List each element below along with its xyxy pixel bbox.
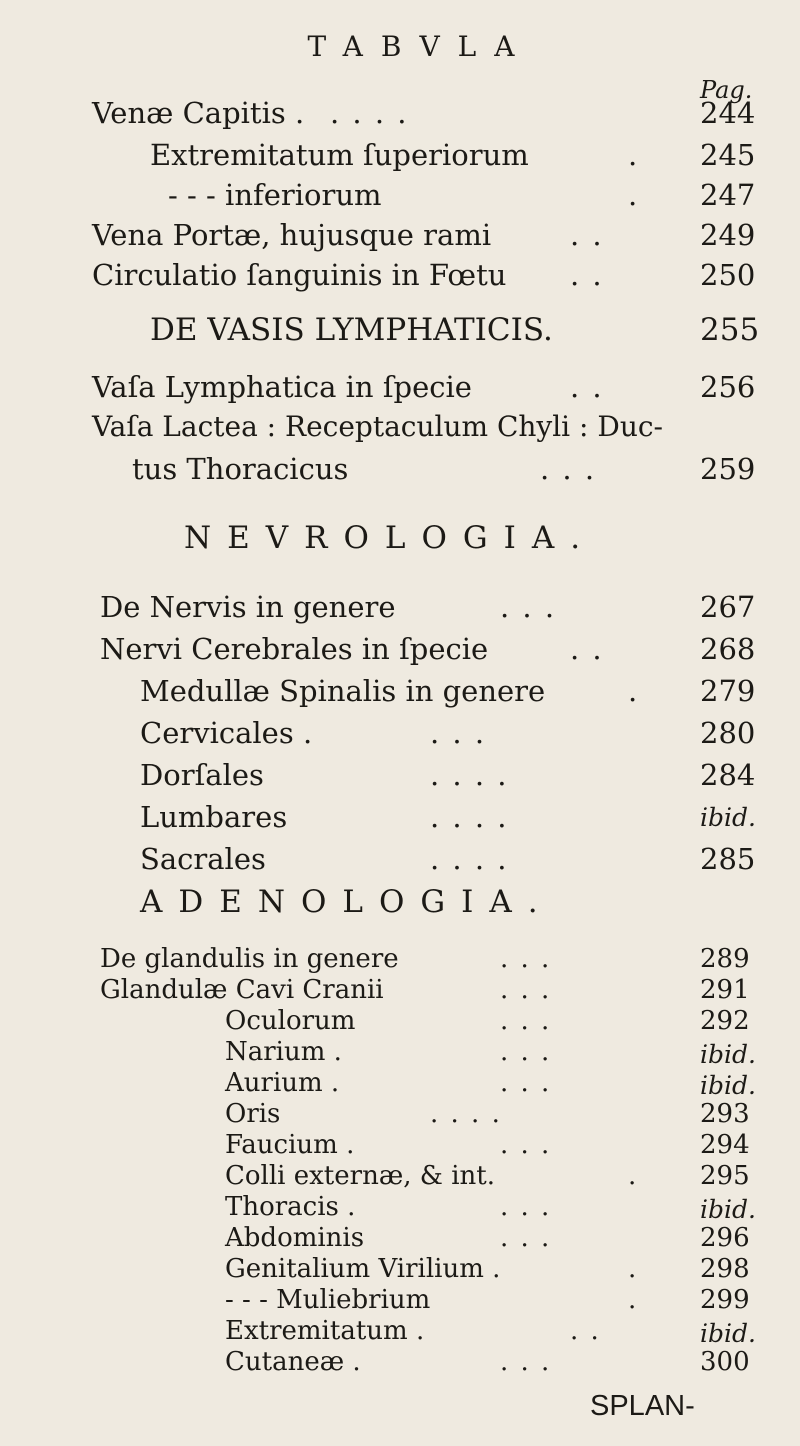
leader-dots: . . (570, 370, 604, 404)
entry-label: Colli externæ, & int. (225, 1161, 495, 1191)
leader-dots: . . . (500, 1130, 552, 1160)
page-number: 289 (700, 944, 750, 974)
toc-entry[interactable] (0, 1068, 800, 1098)
entry-label: Vena Portæ, hujusque rami (92, 218, 492, 252)
leader-dots: . . . (500, 944, 552, 974)
page-number: 291 (700, 975, 750, 1005)
entry-label: tus Thoracicus (132, 452, 349, 486)
entry-label: Extremitatum ſuperiorum (150, 138, 529, 172)
section-heading-vasis-lymphaticis[interactable] (150, 312, 800, 356)
page-number: ibid. (700, 1319, 756, 1348)
leader-dots: . . . (500, 975, 552, 1005)
toc-entry[interactable] (0, 944, 800, 974)
leader-dots: . (628, 1285, 639, 1315)
page-number: ibid. (700, 1040, 756, 1069)
entry-label: Cervicales . (140, 716, 313, 750)
page-number: ibid. (700, 803, 756, 832)
page-number: 255 (700, 312, 760, 348)
entry-label: Vaſa Lactea : Receptaculum Chyli : Duc- (92, 410, 663, 443)
entry-label: Cutaneæ . (225, 1347, 361, 1377)
leader-dots: . . (570, 258, 604, 292)
toc-entry[interactable] (0, 1254, 800, 1284)
leader-dots: . . . . (330, 96, 409, 130)
page-number: 249 (700, 218, 756, 252)
page-number: 296 (700, 1223, 750, 1253)
toc-entry[interactable] (0, 975, 800, 1005)
page-number: 294 (700, 1130, 750, 1160)
entry-label: Abdominis (225, 1223, 365, 1253)
leader-dots: . . . (500, 1068, 552, 1098)
entry-label: Narium . (225, 1037, 342, 1067)
page-number: 279 (700, 674, 756, 708)
leader-dots: . . . (540, 452, 597, 486)
leader-dots: . . . (500, 1347, 552, 1377)
leader-dots: . (628, 138, 640, 172)
page-number: 268 (700, 632, 756, 666)
toc-entry[interactable] (0, 800, 800, 840)
toc-entry[interactable] (0, 716, 800, 756)
toc-entry[interactable] (0, 1347, 800, 1377)
leader-dots: . . . (500, 590, 557, 624)
page-number: 284 (700, 758, 756, 792)
entry-label: - - - inferiorum (168, 178, 382, 212)
entry-label: Aurium . (225, 1068, 340, 1098)
entry-label: - - - Muliebrium (225, 1285, 431, 1315)
entry-label: Thoracis . (225, 1192, 356, 1222)
leader-dots: . . . . (430, 1099, 502, 1129)
toc-entry[interactable] (0, 758, 800, 798)
toc-entry[interactable] (0, 1130, 800, 1160)
toc-entry[interactable] (0, 1192, 800, 1222)
page-number: 285 (700, 842, 756, 876)
toc-entry[interactable] (0, 1285, 800, 1315)
toc-entry[interactable] (0, 96, 800, 136)
toc-entry[interactable] (0, 138, 800, 178)
leader-dots: . . . (430, 716, 487, 750)
page-number: 295 (700, 1161, 750, 1191)
toc-entry[interactable] (0, 842, 800, 882)
leader-dots: . . . (500, 1223, 552, 1253)
leader-dots: . . (570, 632, 604, 666)
page-number: 256 (700, 370, 756, 404)
entry-label: Glandulæ Cavi Cranii (100, 975, 384, 1005)
page-number: 300 (700, 1347, 750, 1377)
page-number: ibid. (700, 1071, 756, 1100)
entry-label: De Nervis in genere (100, 590, 396, 624)
toc-entry[interactable] (0, 218, 800, 258)
entry-label: Medullæ Spinalis in genere (140, 674, 546, 708)
running-head: TABVLA (307, 30, 533, 63)
leader-dots: . (628, 1254, 639, 1284)
leader-dots: . (628, 674, 640, 708)
leader-dots: . (628, 178, 640, 212)
leader-dots: . . . . (430, 842, 509, 876)
entry-label: Sacrales (140, 842, 266, 876)
toc-entry[interactable] (0, 1161, 800, 1191)
toc-entry[interactable] (0, 632, 800, 672)
leader-dots: . . . . (430, 758, 509, 792)
toc-entry[interactable] (0, 1223, 800, 1253)
entry-label: Oculorum (225, 1006, 356, 1036)
toc-entry[interactable] (0, 590, 800, 630)
entry-label: Faucium . (225, 1130, 355, 1160)
leader-dots: . . . (500, 1192, 552, 1222)
entry-label: Genitalium Virilium . (225, 1254, 501, 1284)
catchword: SPLAN- (590, 1390, 695, 1422)
section-heading-adenologia[interactable]: ADENOLOGIA. (140, 884, 554, 920)
section-heading-nevrologia[interactable]: NEVROLOGIA. (184, 520, 597, 556)
toc-entry[interactable] (0, 1037, 800, 1067)
toc-entry[interactable] (0, 1099, 800, 1129)
leader-dots: . . . . (430, 800, 509, 834)
page-number: 259 (700, 452, 756, 486)
entry-label: Vaſa Lymphatica in ſpecie (92, 370, 472, 404)
toc-entry[interactable] (0, 1316, 800, 1346)
page-column-label: Pag. (700, 76, 753, 104)
entry-label: De glandulis in genere (100, 944, 399, 974)
toc-entry[interactable] (0, 258, 800, 298)
page-number: 245 (700, 138, 756, 172)
toc-entry[interactable] (0, 178, 800, 218)
section-title: DE VASIS LYMPHATICIS. (150, 312, 553, 348)
entry-label: Extremitatum . (225, 1316, 425, 1346)
toc-entry[interactable] (0, 410, 800, 450)
page-number: 250 (700, 258, 756, 292)
page-number: 292 (700, 1006, 750, 1036)
toc-entry[interactable] (0, 370, 800, 410)
entry-label: Circulatio ſanguinis in Fœtu (92, 258, 507, 292)
leader-dots: . . (570, 218, 604, 252)
page-number: 267 (700, 590, 756, 624)
toc-entry[interactable] (0, 1006, 800, 1036)
page-number: 298 (700, 1254, 750, 1284)
entry-label: Lumbares (140, 800, 288, 834)
page-number: 247 (700, 178, 756, 212)
leader-dots: . (628, 1161, 639, 1191)
entry-label: Dorſales (140, 758, 264, 792)
entry-label: Nervi Cerebrales in ſpecie (100, 632, 489, 666)
leader-dots: . . . (500, 1037, 552, 1067)
page-number: 299 (700, 1285, 750, 1315)
page-number: 293 (700, 1099, 750, 1129)
page-number: 280 (700, 716, 756, 750)
entry-label: Oris (225, 1099, 281, 1129)
leader-dots: . . (570, 1316, 601, 1346)
toc-entry[interactable] (0, 452, 800, 492)
entry-label: Venæ Capitis . (92, 96, 305, 130)
page-number: ibid. (700, 1195, 756, 1224)
page-number: 244 (700, 96, 756, 130)
toc-entry[interactable] (0, 674, 800, 714)
leader-dots: . . . (500, 1006, 552, 1036)
